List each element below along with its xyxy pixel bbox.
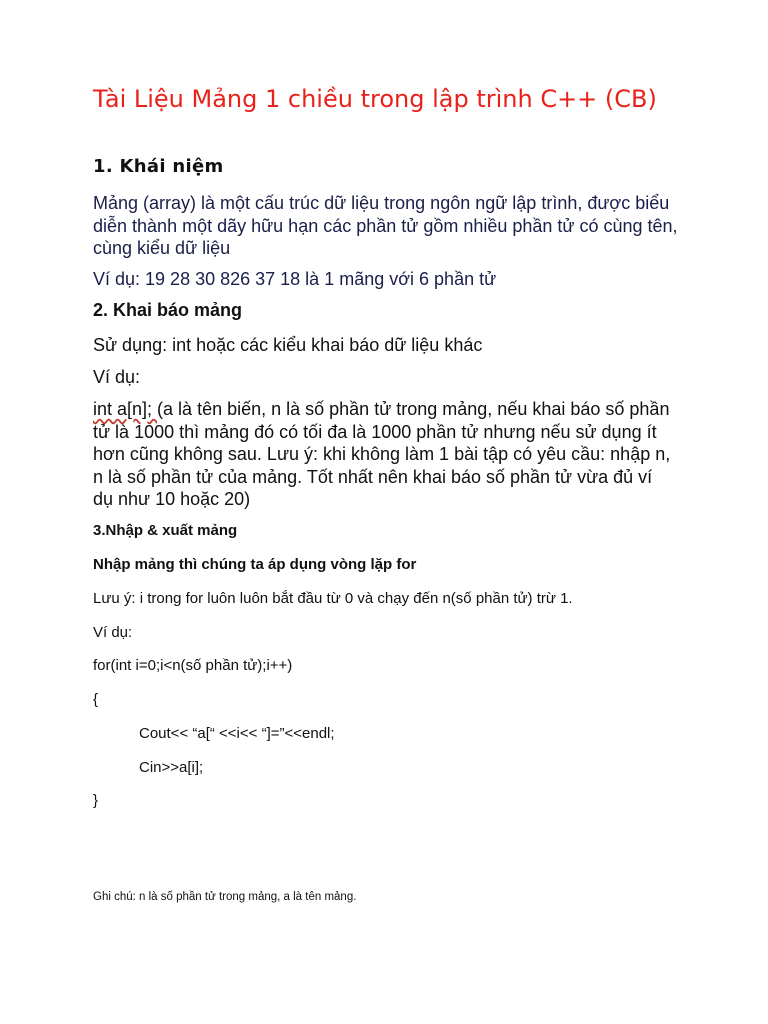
section-3-note: Lưu ý: i trong for luôn luôn bắt đầu từ 0 và chạy đến n(số phần tử) trừ 1.	[93, 590, 573, 607]
code-line-close-brace: }	[93, 792, 99, 809]
section-2-heading: 2. Khai báo mảng	[93, 300, 243, 320]
section-1-heading: 1. Khái niệm	[93, 156, 224, 177]
code-line-cout: Cout<< “a[“ <<i<< “]=”<<endl;	[139, 725, 335, 742]
section-2-explanation-paragraph	[93, 398, 673, 511]
section-1-example: Ví dụ: 19 28 30 826 37 18 là 1 mãng với 6 phần tử	[93, 269, 497, 289]
section-3-example-label: Ví dụ:	[93, 624, 133, 641]
footnote: Ghi chú: n là số phần tử trong mảng, a là tên mảng.	[93, 891, 357, 903]
section-3-subheading: Nhập mảng thì chúng ta áp dụng vòng lặp for	[93, 556, 417, 573]
section-1-definition: Mảng (array) là một cấu trúc dữ liệu trong ngôn ngữ lập trình, được biểu diễn thành một dãy hữu hạn các phần tử gồm nhiều phần tử có cùng tên, cùng kiểu dữ liệu	[93, 193, 678, 258]
section-2-usage: Sử dụng: int hoặc các kiểu khai báo dữ liệu khác	[93, 335, 483, 355]
code-line-for: for(int i=0;i<n(số phần tử);i++)	[93, 657, 293, 674]
document-title: Tài Liệu Mảng 1 chiều trong lập trình C++ (CB)	[93, 85, 657, 113]
declaration-code: int a[n];	[93, 399, 158, 419]
code-line-cin: Cin>>a[i];	[139, 759, 204, 776]
section-3-heading: 3.Nhập & xuất mảng	[93, 522, 238, 539]
section-2-example-label: Ví dụ:	[93, 367, 141, 387]
declaration-explanation: (a là tên biến, n là số phần tử trong mảng, nếu khai báo số phần tử là 1000 thì mảng đó có tối đa là 1000 phần tử nhưng nếu sử dụng ít hơn cũng không sau. Lưu ý: khi không làm 1 bài tập có yêu cầu: nhập n, n là số phần tử của mảng. Tốt nhất nên khai báo số phần tử vừa đủ ví dụ như 10 hoặc 20)	[93, 399, 671, 509]
code-line-open-brace: {	[93, 691, 99, 708]
